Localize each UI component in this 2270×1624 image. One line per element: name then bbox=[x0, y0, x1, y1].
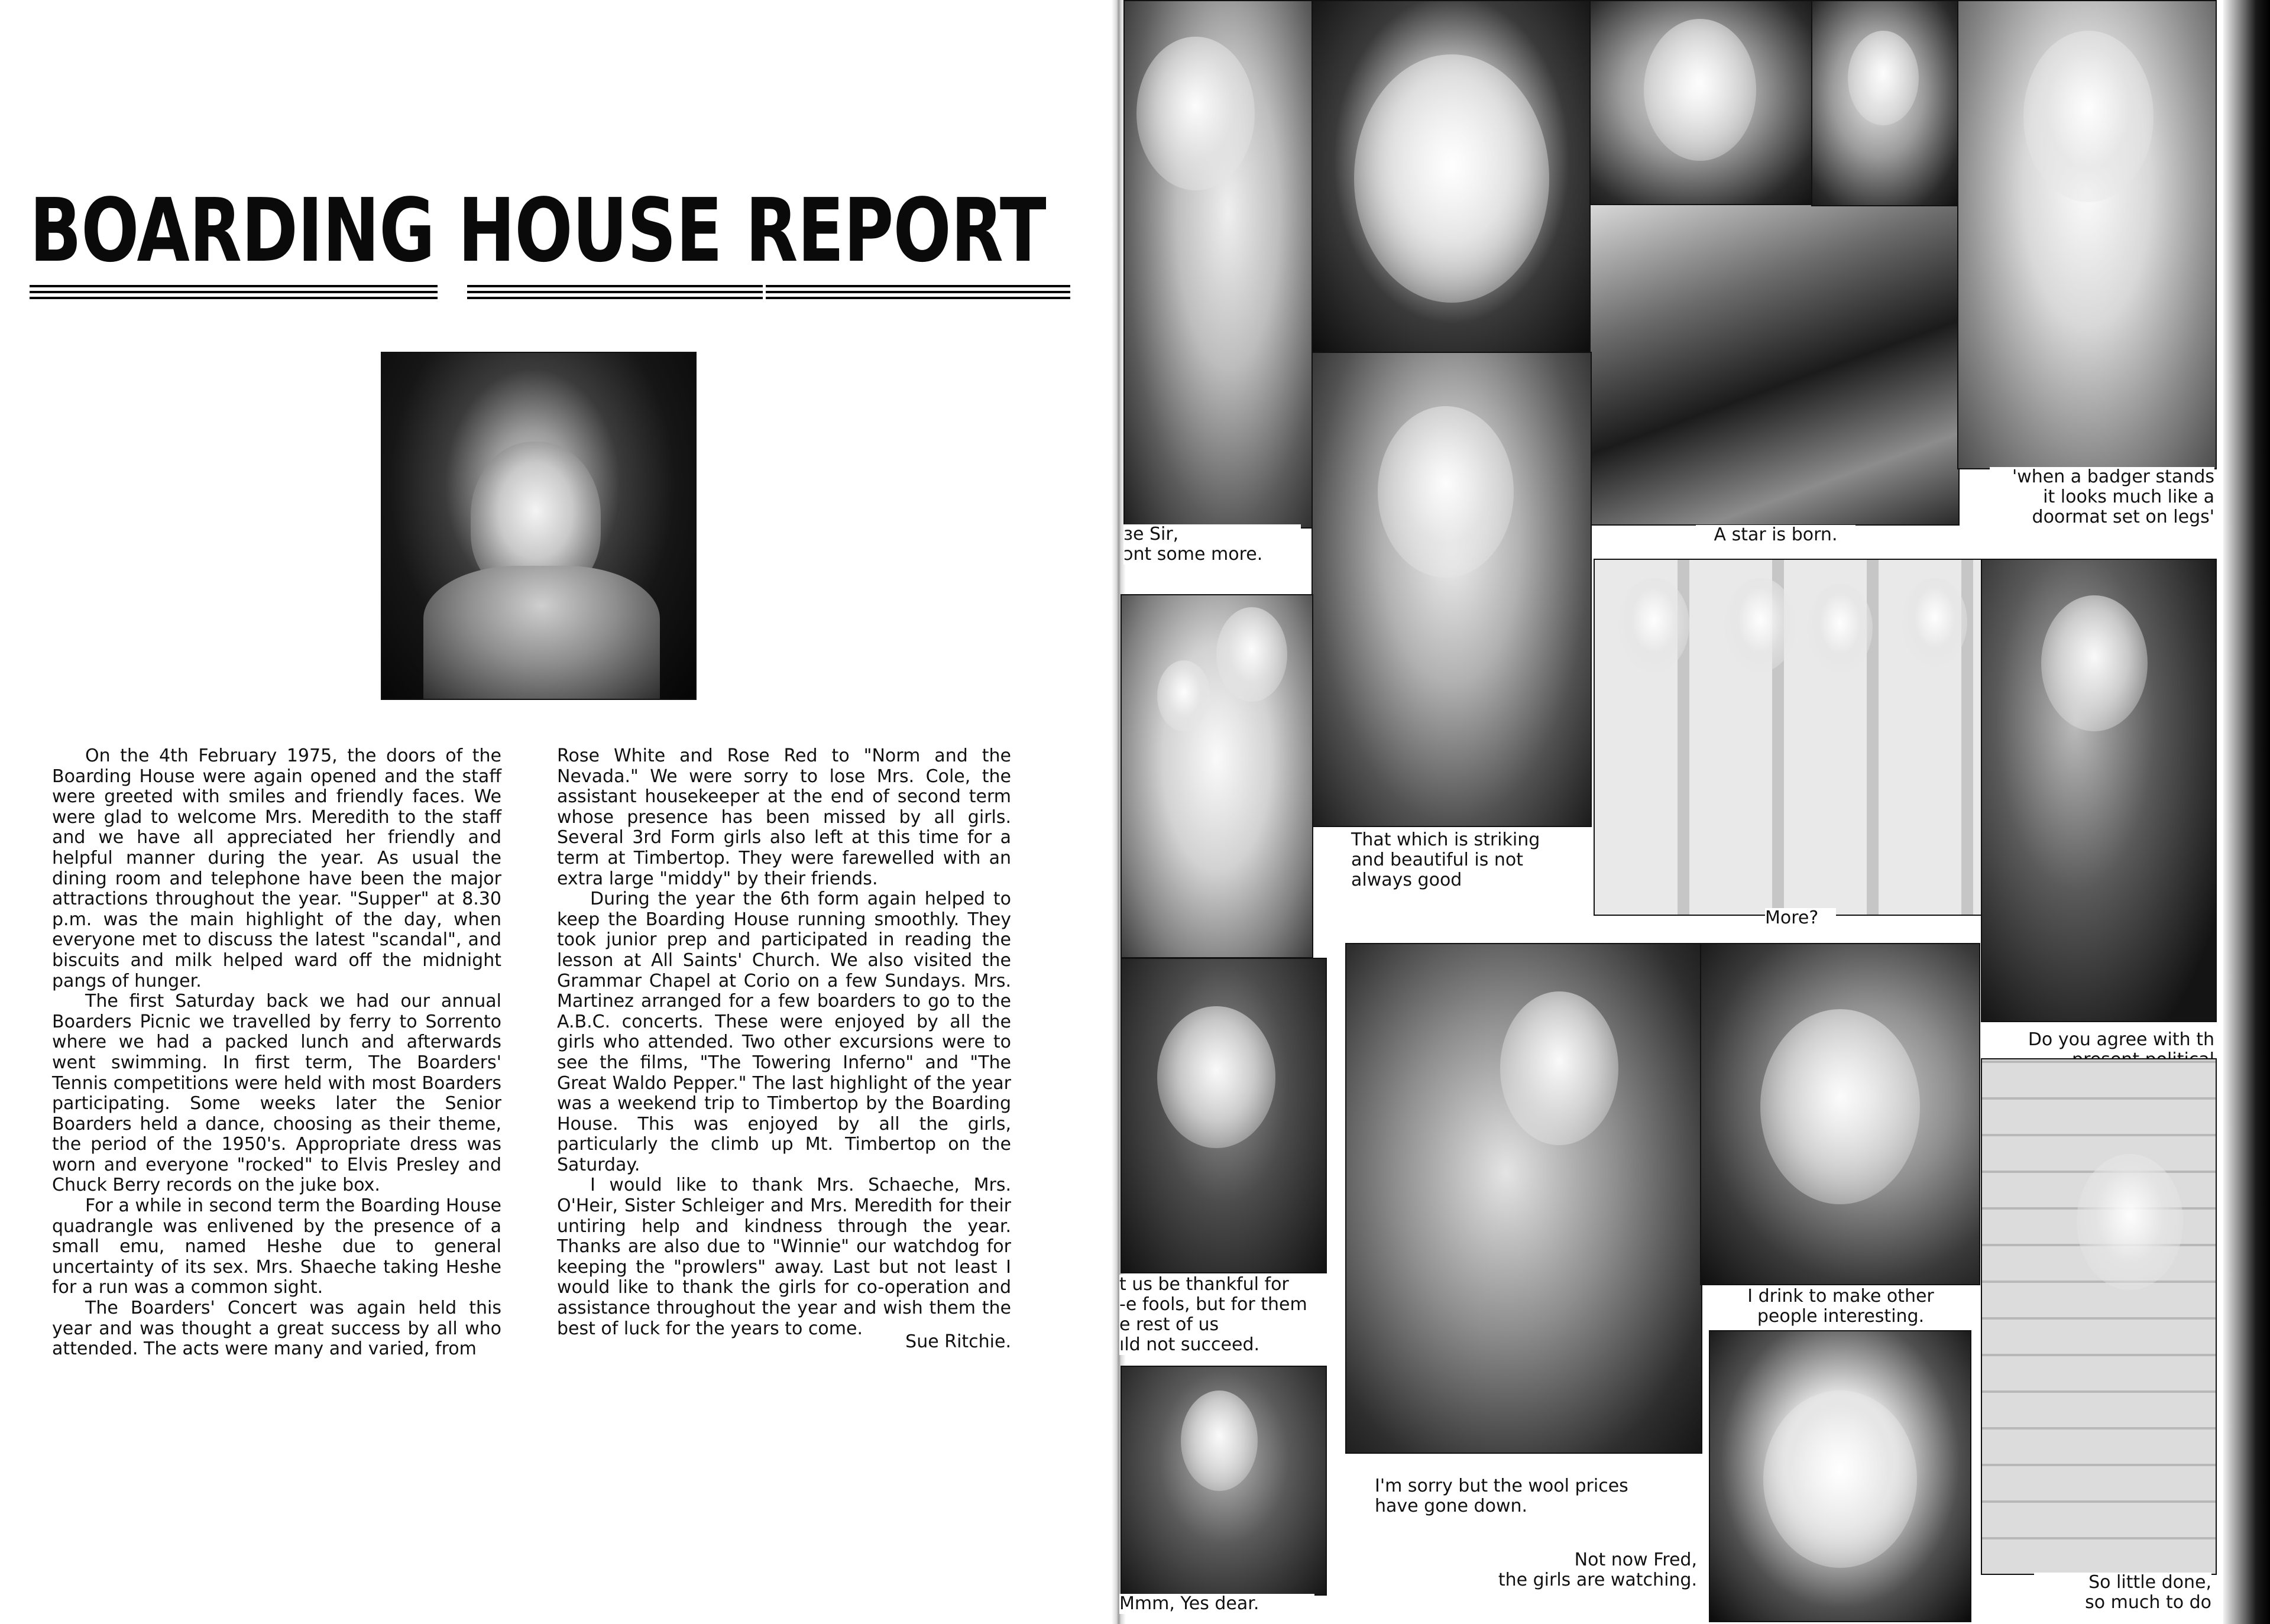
caption-little-done: So little done, so much to do bbox=[2034, 1573, 2211, 1613]
collage-photo-telephone bbox=[1709, 1330, 1971, 1622]
caption-drink: I drink to make other people interesting. bbox=[1719, 1286, 1962, 1327]
article-paragraph: The Boarders' Concert was again held this year and was thought a great success by all who attended. The acts were many and varied, from bbox=[52, 1298, 501, 1360]
portrait-jacket bbox=[423, 566, 660, 699]
collage-photo-laughing bbox=[1121, 958, 1327, 1273]
article-paragraph: On the 4th February 1975, the doors of the Boarding House were again opened and the staff were greeted with smiles and friendly faces. We were glad to welcome Mrs. Meredith to the staff and we have all appreciated her friendly and helpful manner during the year. As usual the dining room and telephone have been the major attractions throughout the year. "Supper" at 8.30 p.m. was the main highlight of the day, when everyone met to discuss the latest "scandal", and biscuits and milk helped ward off the midnight pangs of hunger. bbox=[52, 745, 501, 991]
caption-thankful: t us be thankful for -e fools, but for them e rest of us ıld not succeed. bbox=[1119, 1275, 1320, 1355]
article-column-1 bbox=[52, 746, 501, 1360]
collage-photo-staff-group bbox=[1594, 559, 1983, 916]
caption-star: A star is born. bbox=[1696, 525, 1855, 545]
caption-sir: ɜe Sir, ɔnt some more. bbox=[1123, 524, 1301, 565]
collage-photo-drink bbox=[1700, 943, 1980, 1285]
article-paragraph: During the year the 6th form again helped to keep the Boarding House running smoothly. They took junior prep and participated in reading the lesson at All Saints' Church. We also visited the Grammar Chapel at Corio on a few Sundays. Mrs. Martinez arranged for a few boarders to go to the A.B.C. concerts. These were enjoyed by all the girls who attended. Two other excursions were to see the films, "The Towering Inferno" and "The Great Waldo Pepper." The last highlight of the year was a weekend trip to Timbertop by the Boarding House. This was enjoyed by all the girls, particularly the climb up Mt. Timbertop on the Saturday. bbox=[557, 889, 1011, 1175]
collage-photo-sir bbox=[1123, 0, 1314, 529]
collage-photo-striking bbox=[1312, 352, 1592, 827]
collage-photo-little-done bbox=[1981, 1058, 2217, 1575]
caption-badger: 'when a badger stands it looks much like a doormat set on legs' bbox=[1990, 467, 2214, 527]
caption-wool: I'm sorry but the wool prices have gone down. bbox=[1375, 1476, 1706, 1516]
collage-photo-two-girls bbox=[1121, 594, 1313, 958]
caption-political: Do you agree with th bbox=[1993, 1030, 2214, 1090]
caption-fred: Not now Fred, the girls are watching. bbox=[1461, 1550, 1697, 1590]
article-paragraph: I would like to thank Mrs. Schaeche, Mrs. O'Heir, Sister Schleiger and Mrs. Meredith for their untiring help and kindness through the year. Thanks are also due to "Winnie" our watchdog for keeping the "prowlers" away. Last but not least I would like to thank the girls for co-operation and assistance throughout the year and wish them the best of luck for the years to come. bbox=[557, 1175, 1011, 1339]
portrait-photo bbox=[381, 352, 697, 700]
page-edge-shadow bbox=[2223, 0, 2270, 1624]
collage-photo-mmm bbox=[1121, 1366, 1327, 1596]
article-column-2 bbox=[557, 746, 1011, 1339]
headline: BOARDING HOUSE REPORT bbox=[30, 180, 1046, 281]
collage-photo-political bbox=[1981, 559, 2217, 1022]
headline-rule-right bbox=[766, 285, 1070, 299]
article-paragraph: Rose White and Rose Red to "Norm and the Nevada." We were sorry to lose Mrs. Cole, the assistant housekeeper at the end of second term whose presence has been missed by all girls. Several 3rd Form girls also left at this time for a term at Timbertop. They were farewelled with an extra large "middy" by their friends. bbox=[557, 745, 1011, 889]
caption-striking: That which is striking and beautiful is not always good bbox=[1351, 830, 1588, 890]
collage-photo-reading bbox=[1345, 943, 1702, 1454]
caption-mmm: Mmm, Yes dear. bbox=[1119, 1594, 1314, 1614]
headline-rule-middle bbox=[467, 285, 763, 299]
headline-rule-left bbox=[30, 285, 438, 299]
collage-photo-face-closeup bbox=[1312, 0, 1592, 354]
collage-photo-long-hair bbox=[1811, 0, 1960, 206]
caption-more: More? bbox=[1765, 908, 1836, 928]
article-paragraph: For a while in second term the Boarding House quadrangle was enlivened by the presence of a small emu, named Heshe due to general uncertainty of its sex. Mrs. Shaeche taking Heshe for a run was a common sight. bbox=[52, 1195, 501, 1298]
article-paragraph: The first Saturday back we had our annual Boarders Picnic we travelled by ferry to Sorrento where we had a packed lunch and afterwards went swimming. In first term, The Boarders' Tennis competitions were held with most Boarders participating. Some weeks later the Senior Boarders held a dance, choosing as their theme, the period of the 1950's. Appropriate dress was worn and everyone "rocked" to Elvis Presley and Chuck Berry records on the juke box. bbox=[52, 991, 501, 1196]
article-signature: Sue Ritchie. bbox=[905, 1331, 1011, 1352]
collage-photo-girl-talking bbox=[1589, 0, 1814, 206]
collage-photo-badger bbox=[1957, 0, 2217, 469]
collage-photo-star-curtain bbox=[1589, 204, 1960, 526]
